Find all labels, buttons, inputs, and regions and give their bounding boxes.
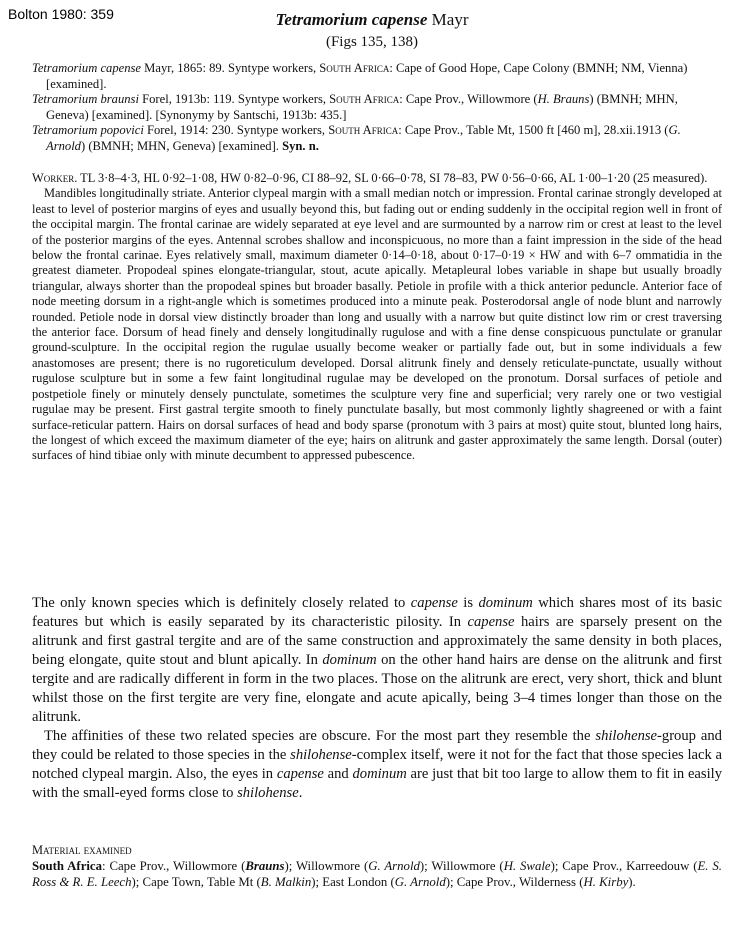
text: on the other hand hairs are dense on the alitrunk and first tergite and are radically different in form in the two places. Those on the alitrunk are erect, very short, thick and blunt whilst those on the first tergite are very fine, elongate and acute apically, being 3–4 times longer than those on the alitrunk. xyxy=(32,652,722,725)
text: -complex itself, were it not for the fact that those species lack a notched clypeal margin. Also, the eyes in xyxy=(32,747,722,782)
synonym-name: Tetramorium popovici xyxy=(32,123,144,137)
synonym-country: South Africa xyxy=(319,61,390,75)
collector: Brauns xyxy=(245,859,285,873)
text: and xyxy=(323,766,353,782)
citation-label: Bolton 1980: 359 xyxy=(8,6,114,22)
material-country: South Africa xyxy=(32,859,103,873)
synonym-name: Tetramorium capense xyxy=(32,61,142,75)
synonym-text: : Cape of Good Hope, Cape Colony (BMNH; NM, Vienna) [examined]. xyxy=(46,61,688,91)
species-ref: dominum xyxy=(322,652,377,668)
species-ref: shilohense xyxy=(290,747,352,763)
synonym-country: South Africa xyxy=(329,92,400,106)
synonymy-entry xyxy=(32,123,722,154)
collector: B. Malkin xyxy=(260,875,312,889)
text: are just that bit too large to allow them to fit in easily with the small-eyed forms close to xyxy=(32,766,723,801)
worker-measurements xyxy=(32,171,722,186)
text: is xyxy=(457,595,479,611)
species-ref: dominum xyxy=(352,766,407,782)
species-title xyxy=(0,10,744,30)
text: ); Cape Prov., Karreedouw ( xyxy=(550,859,698,873)
material-list xyxy=(32,858,722,890)
synonym-name: Tetramorium braunsi xyxy=(32,92,139,106)
synonym-text: Forel, 1914: 230. Syntype workers, xyxy=(143,123,329,137)
species-ref: capense xyxy=(410,595,458,611)
discussion-paragraph-2 xyxy=(32,727,722,803)
synonymy-entry xyxy=(32,92,722,123)
measurements-text: . TL 3·8–4·3, HL 0·92–1·08, HW 0·82–0·96, CI 88–92, SL 0·66–0·78, SI 78–83, PW 0·56–0·66, AL 1·00–1·20 (25 measured). xyxy=(74,171,708,185)
synonym-text: : Cape Prov., Table Mt, 1500 ft [460 m], 28.xii.1913 ( xyxy=(398,123,669,137)
text: . xyxy=(298,785,303,801)
synonym-text: Forel, 1913b: 119. Syntype workers, xyxy=(138,92,330,106)
species-ref: shilohense xyxy=(595,728,658,744)
species-ref: shilohense xyxy=(237,785,299,801)
collector: G. Arnold xyxy=(368,859,420,873)
worker-label: Worker xyxy=(32,171,75,185)
species-name: Tetramorium capense xyxy=(275,10,428,29)
synonym-status: Syn. n. xyxy=(282,138,319,153)
synonym-collector: H. Brauns xyxy=(537,92,590,106)
species-ref: capense xyxy=(276,766,324,782)
figure-reference: (Figs 135, 138) xyxy=(325,34,419,50)
worker-description: Mandibles longitudinally striate. Anterior clypeal margin with a small median notch or impression. Frontal carinae strongly developed at least to level of posterior margins of eyes and usually beyond this, but fading out or ending suddenly in the occipital region well in front of the occipital margin. The frontal carinae are widely separated at eye level and are surmounted by a narrow rim or crest at least to the level of the posterior margins of the eyes. Antennal scrobes shallow and inconspicuous, no more than a faint impression in the side of the head below the frontal carinae. Eyes relatively small, maximum diameter 0·14–0·18, about 0·17–0·19 × HW and with 6–7 ommatidia in the greatest diameter. Propodeal spines elongate-triangular, stout, acute apically. Metapleural lobes variable in shape but usually broadly triangular, always shorter than the propodeal spines but broader basally. Petiole in profile with a thick anterior peduncle. Anterior face of node meeting dorsum in a right-angle which is sometimes produced into a minute peak. Posterodorsal angle of node blunt and narrowly rounded. Petiole node in dorsal view distinctly broader than long and usually with a narrow but quite distinct low rim or crest traversing the anterior face. Dorsum of head finely and densely longitudinally rugulose and with a fine dense conspicuous punctulate or granular ground-sculpture. In the occipital region the rugulae usually become weaker or partially fade out, but in some individuals a few anastomoses are present; there is no rugoreticulum developed. Dorsal alitrunk finely and densely reticulate-punctate, usually without rugulose sculpture but in some a few faint longitudinal rugulae may be developed on the pronotum. Dorsal surfaces of petiole and postpetiole finely or minutely densely punctulate, sometimes the sculpture very fine and superficial; very rarely one or two vestigial rugulae may be present. First gastral tergite smooth to finely punctulate basally, but most commonly lightly shagreened or with a faint surface-reticular pattern. Hairs on dorsal surfaces of head and body sparse (pronotum with 3 pairs at most) quite stout, blunted long hairs, the longest of which exceed the maximum diameter of the eye; hairs on alitrunk and gaster approximately the same length. Dorsal (outer) surfaces of hind tibiae only with minute decumbent to appressed pubescence. xyxy=(32,186,722,463)
material-heading: Material examined xyxy=(32,843,132,857)
text: The affinities of these two related species are obscure. For the most part they resemble the xyxy=(44,728,596,744)
collector: G. Arnold xyxy=(394,875,446,889)
collector: H. Kirby xyxy=(583,875,629,889)
text: ). xyxy=(628,875,636,889)
text: -group and they could be related to those species in the xyxy=(32,728,722,763)
synonym-text: ) (BMNH; MHN, Geneva) [examined]. xyxy=(80,138,283,153)
synonym-text: : Cape Prov., Willowmore ( xyxy=(399,92,538,106)
species-ref: dominum xyxy=(478,595,533,611)
species-ref: capense xyxy=(467,614,515,630)
text: ); Willowmore ( xyxy=(419,859,504,873)
text: ); East London ( xyxy=(311,875,395,889)
text: hairs are sparsely present on the alitrunk and first gastral tergite and are of the same construction and approximately the same density in both places, being elongate, quite stout and blunt apically. In xyxy=(32,614,722,668)
text: The only known species which is definitely closely related to xyxy=(32,595,411,611)
synonym-text: ) (BMNH; MHN, Geneva) [examined]. [Synonymy by Santschi, 1913b: 435.] xyxy=(46,92,678,122)
text: which shares most of its basic features but which is easily separated by its characteristic pilosity. In xyxy=(32,595,722,630)
synonym-country: South Africa xyxy=(328,123,399,137)
synonymy-entry xyxy=(32,61,722,92)
synonymy-list xyxy=(32,61,722,154)
collector: E. S. Ross & R. E. Leech xyxy=(32,859,722,889)
worker-section xyxy=(32,171,722,464)
text: ); Cape Town, Table Mt ( xyxy=(131,875,261,889)
text: : Cape Prov., Willowmore ( xyxy=(102,859,246,873)
discussion-paragraph-1 xyxy=(32,594,722,727)
species-author: Mayr xyxy=(431,10,469,29)
text: ); Willowmore ( xyxy=(284,859,369,873)
synonym-collector: G. Arnold xyxy=(46,123,681,153)
text: ); Cape Prov., Wilderness ( xyxy=(445,875,584,889)
discussion-section xyxy=(32,594,722,803)
collector: H. Swale xyxy=(503,859,551,873)
synonym-text: Mayr, 1865: 89. Syntype workers, xyxy=(141,61,320,75)
